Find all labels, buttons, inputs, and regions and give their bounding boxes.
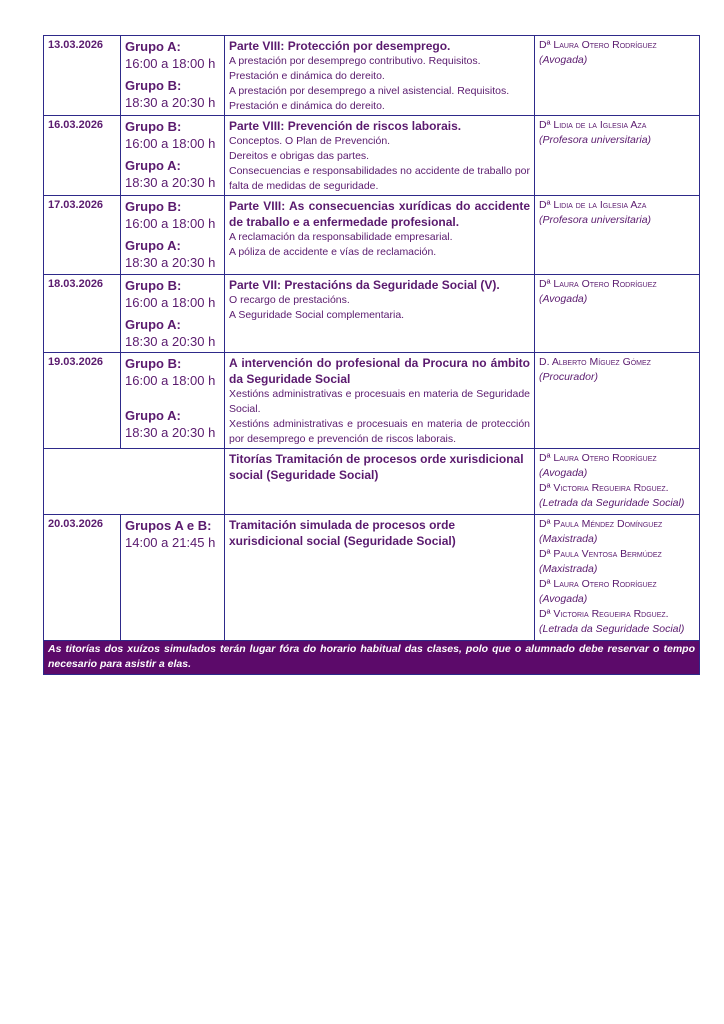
instructor-name: Dª Lidia de la Iglesia Aza (539, 119, 647, 131)
footer-note-row (44, 641, 700, 675)
group-time: 18:30 a 20:30 h (125, 334, 216, 349)
instructor-role: (Maxistrada) (539, 563, 598, 575)
session-content (225, 116, 535, 196)
group-label: Grupo A: (125, 238, 181, 253)
session-groups (121, 116, 225, 196)
group-time: 18:30 a 20:30 h (125, 255, 216, 270)
instructor-name: Dª Victoria Regueira Rdguez. (539, 482, 669, 494)
instructor-role: (Avogada) (539, 54, 588, 66)
instructor-name: D. Alberto Míguez Gómez (539, 356, 651, 368)
session-content (225, 515, 535, 641)
session-groups (121, 353, 225, 449)
session-topic: A reclamación da responsabilidade empresarial. (229, 231, 453, 243)
group-time: 16:00 a 18:00 h (125, 216, 216, 231)
session-topic: A Seguridade Social complementaria. (229, 309, 405, 321)
group-time: 18:30 a 20:30 h (125, 95, 216, 110)
group-label: Grupo B: (125, 78, 182, 93)
instructor-name: Dª Lidia de la Iglesia Aza (539, 199, 647, 211)
group-label: Grupo B: (125, 278, 182, 293)
session-content (225, 449, 535, 515)
instructor-name: Dª Laura Otero Rodríguez (539, 278, 657, 290)
instructor-role: (Avogada) (539, 593, 588, 605)
session-date: 16.03.2026 (44, 116, 121, 196)
instructor-name: Dª Laura Otero Rodríguez (539, 39, 657, 51)
group-time: 16:00 a 18:00 h (125, 56, 216, 71)
table-row (44, 196, 700, 275)
session-groups (121, 275, 225, 353)
session-instructors (535, 353, 700, 449)
table-row (44, 36, 700, 116)
session-content (225, 196, 535, 275)
session-title: Parte VIII: Prevención de riscos laborais. (229, 119, 462, 133)
session-topic: A póliza de accidente e vías de reclamación. (229, 246, 437, 258)
instructor-role: (Letrada da Seguridade Social) (539, 497, 685, 509)
session-date: 18.03.2026 (44, 275, 121, 353)
group-label: Grupo B: (125, 356, 182, 371)
session-date: 13.03.2026 (44, 36, 121, 116)
session-title: A intervención do profesional da Procura no ámbito da Seguridade Social (229, 356, 530, 386)
session-content (225, 36, 535, 116)
session-instructors (535, 275, 700, 353)
session-date: 17.03.2026 (44, 196, 121, 275)
instructor-role: (Maxistrada) (539, 533, 598, 545)
instructor-name: Dª Laura Otero Rodríguez (539, 452, 657, 464)
session-title: Tramitación simulada de procesos orde xurisdicional social (Seguridade Social) (229, 518, 456, 548)
instructor-role: (Profesora universitaria) (539, 134, 652, 146)
group-time: 16:00 a 18:00 h (125, 373, 216, 388)
session-title: Parte VII: Prestacións da Seguridade Social (V). (229, 278, 500, 292)
table-row-final (44, 515, 700, 641)
group-label: Grupo A: (125, 317, 181, 332)
group-label: Grupo A: (125, 408, 181, 423)
table-row (44, 275, 700, 353)
session-groups (121, 196, 225, 275)
group-label: Grupo A: (125, 158, 181, 173)
session-date: 19.03.2026 (44, 353, 121, 449)
instructor-role: (Avogada) (539, 467, 588, 479)
instructor-role: (Avogada) (539, 293, 588, 305)
schedule-table (43, 35, 700, 675)
session-topic: A prestación por desemprego a nivel asistencial. Requisitos. (229, 85, 510, 97)
group-label: Grupo B: (125, 119, 182, 134)
table-row (44, 116, 700, 196)
group-label: Grupos A e B: (125, 518, 212, 533)
session-topic: Xestións administrativas e procesuais en materia de Seguridade Social. (229, 388, 530, 415)
instructor-name: Dª Victoria Regueira Rdguez. (539, 608, 669, 620)
group-time: 18:30 a 20:30 h (125, 175, 216, 190)
session-content (225, 353, 535, 449)
table-row-tutoring (44, 449, 700, 515)
session-topic: Prestación e dinámica do dereito. (229, 70, 385, 82)
group-time: 18:30 a 20:30 h (125, 425, 216, 440)
session-title: Titorías Tramitación de procesos orde xurisdicional social (Seguridade Social) (229, 452, 524, 482)
session-content (225, 275, 535, 353)
session-topic: Prestación e dinámica do dereito. (229, 100, 385, 112)
instructor-role: (Letrada da Seguridade Social) (539, 623, 685, 635)
session-topic: Dereitos e obrigas das partes. (229, 150, 370, 162)
session-groups (121, 515, 225, 641)
session-topic: O recargo de prestacións. (229, 294, 350, 306)
session-instructors (535, 515, 700, 641)
group-label: Grupo B: (125, 199, 182, 214)
session-title: Parte VIII: Protección por desemprego. (229, 39, 451, 53)
session-title: Parte VIII: As consecuencias xurídicas do accidente de traballo e a enfermedade profesional. (229, 199, 530, 229)
table-row (44, 353, 700, 449)
footer-note: As titorías dos xuízos simulados terán lugar fóra do horario habitual das clases, polo que o alumnado debe reservar o tempo necesario para asistir a elas. (44, 641, 700, 675)
session-topic: Xestións administrativas e procesuais en materia de protección por desemprego e prevención de riscos laborais. (229, 418, 530, 445)
session-instructors (535, 116, 700, 196)
session-date: 20.03.2026 (44, 515, 121, 641)
session-topic: Consecuencias e responsabilidades no accidente de traballo por falta de medidas de seguridade. (229, 165, 530, 192)
group-label: Grupo A: (125, 39, 181, 54)
empty-cell (44, 449, 225, 515)
instructor-role: (Profesora universitaria) (539, 214, 652, 226)
group-time: 16:00 a 18:00 h (125, 295, 216, 310)
session-topic: Conceptos. O Plan de Prevención. (229, 135, 391, 147)
session-instructors (535, 196, 700, 275)
instructor-name: Dª Paula Ventosa Bermúdez (539, 548, 662, 560)
group-time: 16:00 a 18:00 h (125, 136, 216, 151)
instructor-role: (Procurador) (539, 371, 598, 383)
instructor-name: Dª Paula Méndez Domínguez (539, 518, 663, 530)
session-instructors (535, 36, 700, 116)
session-instructors (535, 449, 700, 515)
instructor-name: Dª Laura Otero Rodríguez (539, 578, 657, 590)
session-groups (121, 36, 225, 116)
group-time: 14:00 a 21:45 h (125, 535, 216, 550)
session-topic: A prestación por desemprego contributivo. Requisitos. (229, 55, 481, 67)
